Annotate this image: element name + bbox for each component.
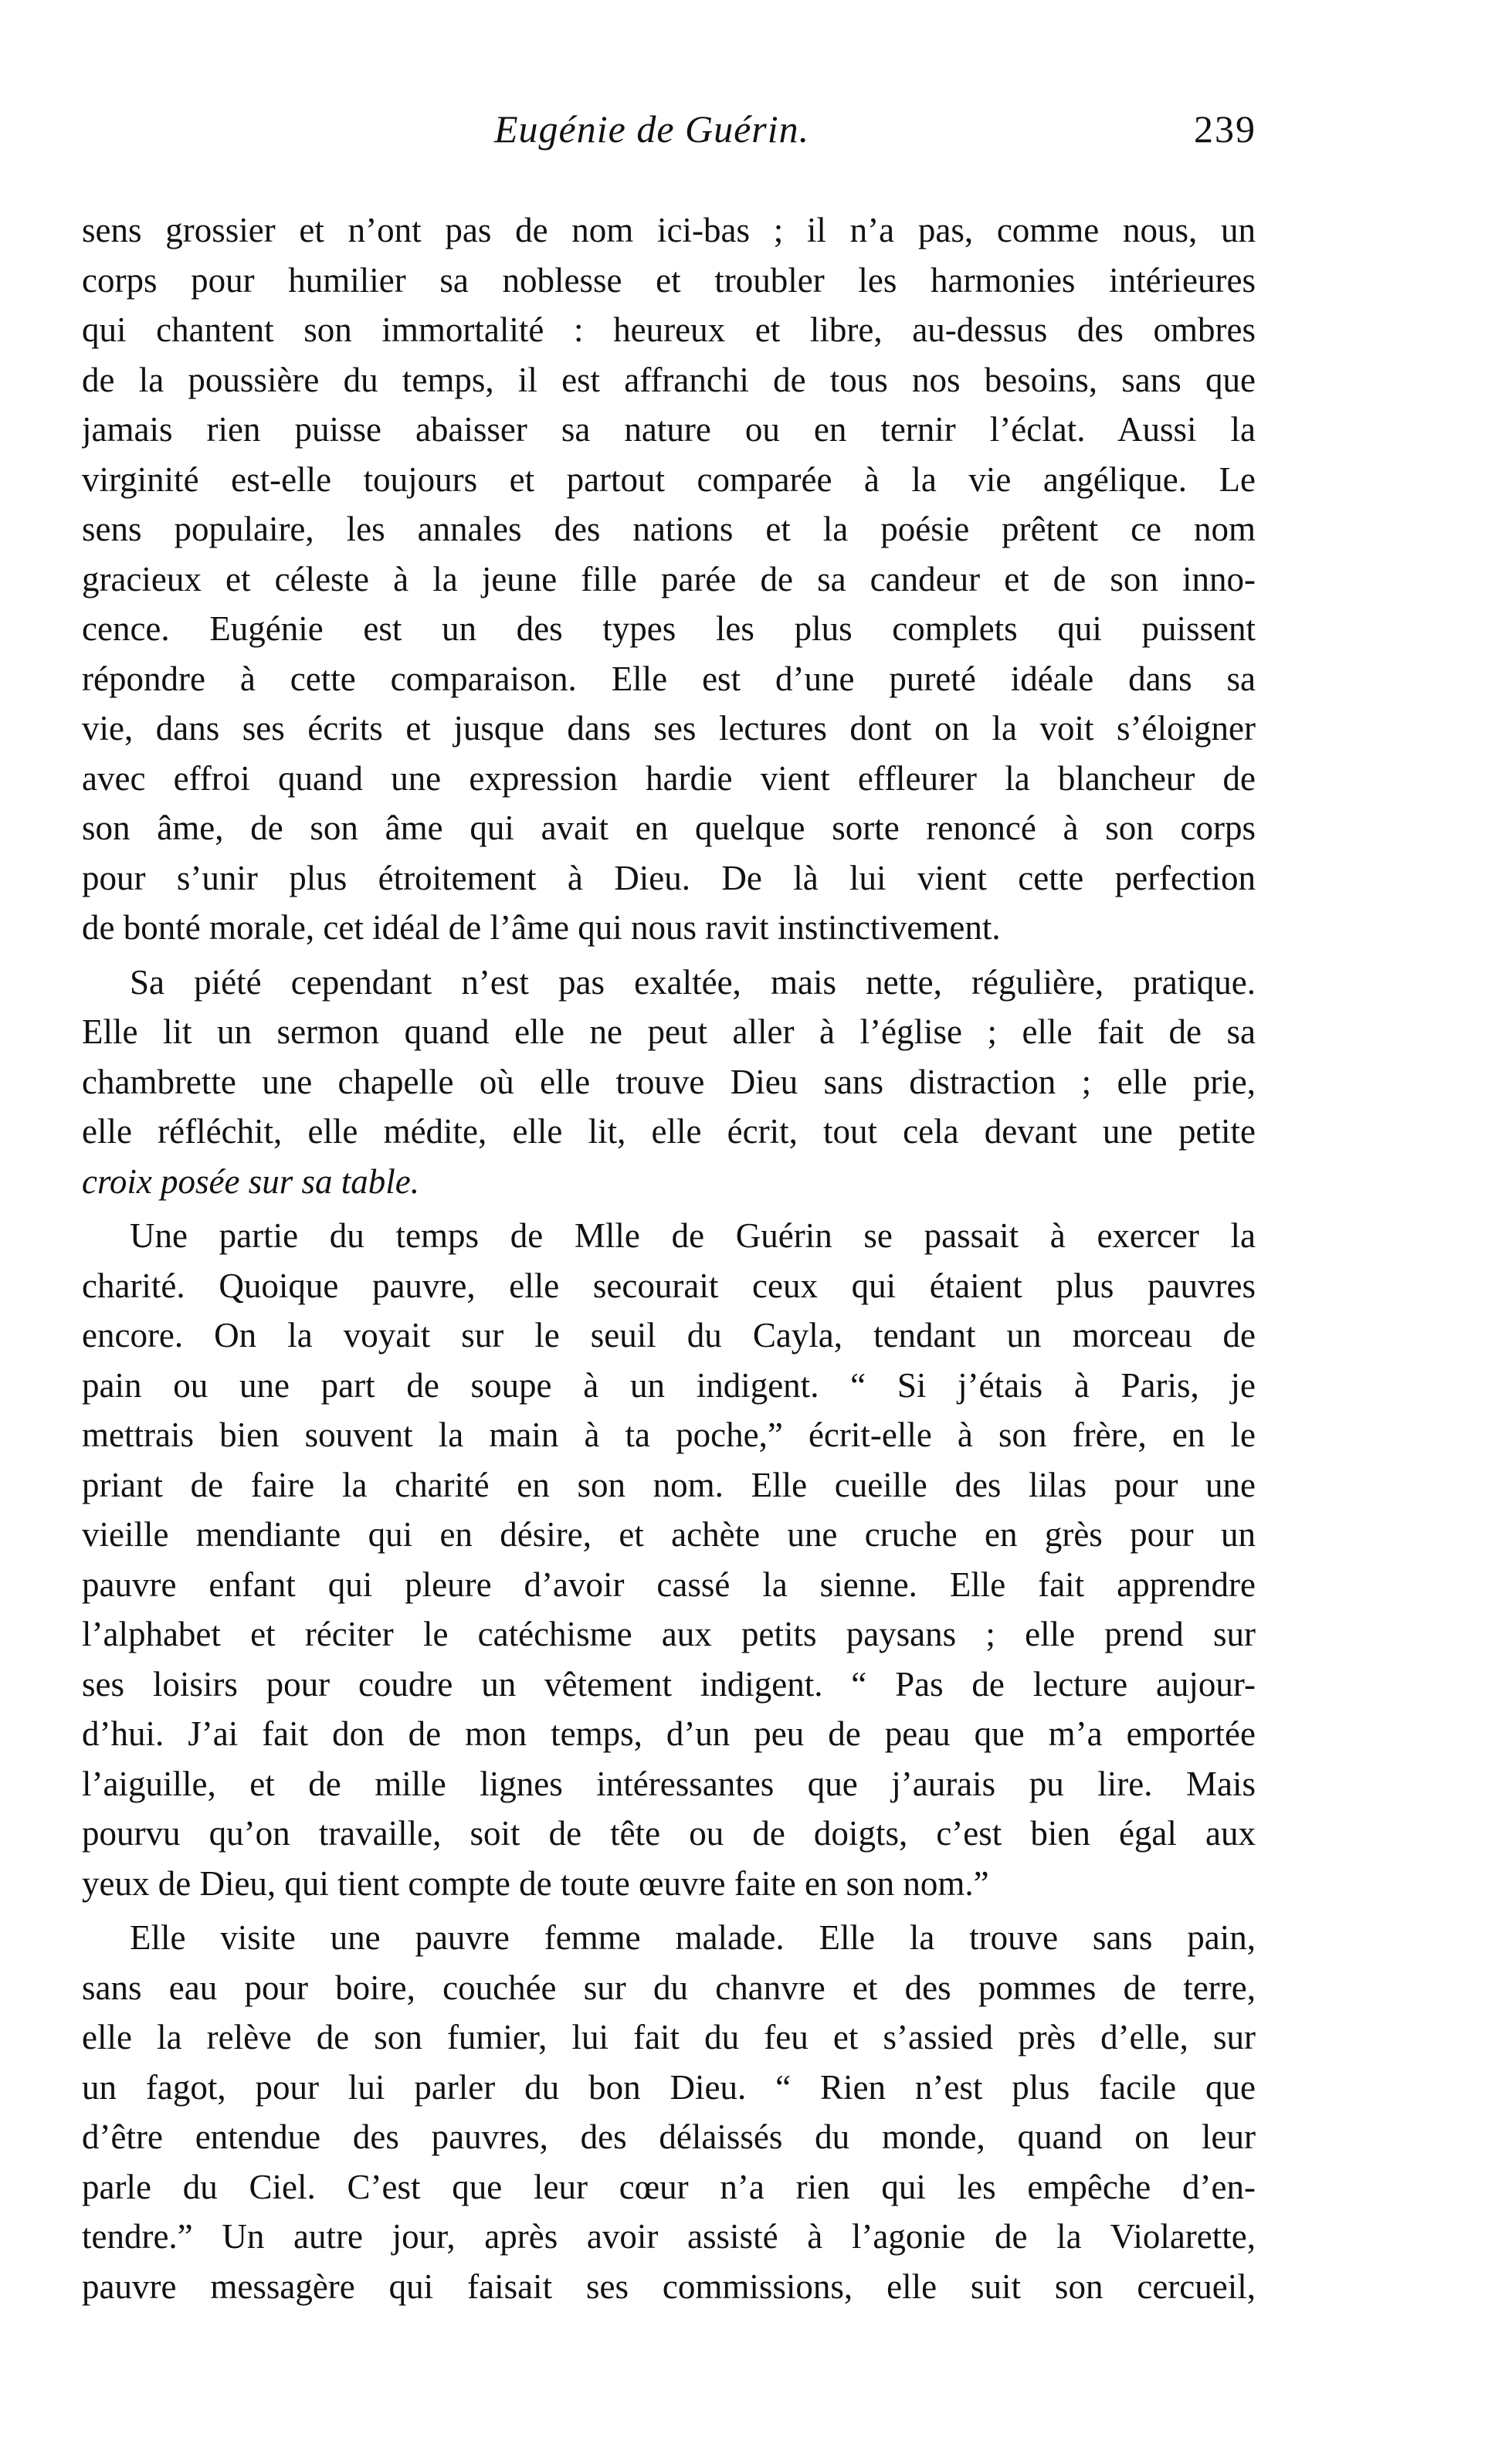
text-line: de bonté morale, cet idéal de l’âme qui nous ravit instinctivement.	[82, 908, 1001, 947]
text-line: sens grossier et n’ont pas de nom ici-bas ; il n’a pas, comme nous, un	[82, 211, 1256, 249]
text-line: pain ou une part de soupe à un indigent. “ Si j’étais à Paris, je	[82, 1365, 1256, 1405]
text-line: son âme, de son âme qui avait en quelque sorte renoncé à son corps	[82, 809, 1256, 847]
text-line: corps pour humilier sa noblesse et troubler les harmonies intérieures	[82, 260, 1256, 300]
text-line: vie, dans ses écrits et jusque dans ses lectures dont on la voit s’éloigner	[82, 709, 1256, 748]
text-line: ses loisirs pour coudre un vêtement indigent. “ Pas de lecture aujour-	[82, 1664, 1256, 1704]
text-line: avec effroi quand une expression hardie vient effleurer la blancheur de	[82, 758, 1256, 798]
text-line: jamais rien puisse abaisser sa nature ou en ternir l’éclat. Aussi la	[82, 410, 1256, 449]
paragraph-first-line: Sa piété cependant n’est pas exaltée, mais nette, régulière, pratique.	[130, 962, 1256, 1002]
text-line: mettrais bien souvent la main à ta poche,” écrit-elle à son frère, en le	[82, 1416, 1256, 1454]
text-line: pourvu qu’on travaille, soit de tête ou de doigts, c’est bien égal aux	[82, 1814, 1256, 1853]
text-line: elle réfléchit, elle médite, elle lit, elle écrit, tout cela devant une petite	[82, 1112, 1256, 1151]
text-line: encore. On la voyait sur le seuil du Cayla, tendant un morceau de	[82, 1316, 1256, 1355]
text-line: pauvre enfant qui pleure d’avoir cassé la sienne. Elle fait apprendre	[82, 1565, 1256, 1604]
text-line: yeux de Dieu, qui tient compte de toute œuvre faite en son nom.”	[82, 1863, 989, 1903]
text-line: vieille mendiante qui en désire, et achète une cruche en grès pour un	[82, 1515, 1256, 1554]
page-header	[0, 107, 1512, 168]
body-text	[82, 205, 1256, 2311]
text-line: l’aiguille, et de mille lignes intéressantes que j’aurais pu lire. Mais	[82, 1764, 1256, 1803]
text-line-italic: croix posée sur sa table.	[82, 1161, 420, 1201]
text-line: un fagot, pour lui parler du bon Dieu. “ Rien n’est plus facile que	[82, 2067, 1256, 2107]
text-line: l’alphabet et réciter le catéchisme aux petits paysans ; elle prend sur	[82, 1615, 1256, 1653]
text-line: parle du Ciel. C’est que leur cœur n’a rien qui les empêche d’en-	[82, 2167, 1256, 2206]
text-line: virginité est-elle toujours et partout comparée à la vie angélique. Le	[82, 459, 1256, 499]
text-line: d’hui. J’ai fait don de mon temps, d’un peu de peau que m’a emportée	[82, 1714, 1256, 1753]
text-line: charité. Quoique pauvre, elle secourait ceux qui étaient plus pauvres	[82, 1266, 1256, 1305]
text-line: de la poussière du temps, il est affranchi de tous nos besoins, sans que	[82, 360, 1256, 399]
text-line: gracieux et céleste à la jeune fille parée de sa candeur et de son inno-	[82, 559, 1256, 598]
text-line: pour s’unir plus étroitement à Dieu. De là lui vient cette perfection	[82, 858, 1256, 897]
running-title: Eugénie de Guérin.	[494, 107, 810, 151]
text-line: Elle lit un sermon quand elle ne peut aller à l’église ; elle fait de sa	[82, 1012, 1256, 1051]
paragraph-first-line: Une partie du temps de Mlle de Guérin se passait à exercer la	[130, 1216, 1256, 1255]
text-line: qui chantent son immortalité : heureux et libre, au-dessus des ombres	[82, 310, 1256, 349]
paragraph-first-line: Elle visite une pauvre femme malade. Elle la trouve sans pain,	[130, 1918, 1256, 1957]
text-line: sans eau pour boire, couchée sur du chanvre et des pommes de terre,	[82, 1968, 1256, 2007]
text-line: pauvre messagère qui faisait ses commissions, elle suit son cercueil,	[82, 2267, 1256, 2306]
text-line: tendre.” Un autre jour, après avoir assisté à l’agonie de la Violarette,	[82, 2217, 1256, 2256]
text-line: d’être entendue des pauvres, des délaissés du monde, quand on leur	[82, 2117, 1256, 2156]
text-line: cence. Eugénie est un des types les plus complets qui puissent	[82, 609, 1256, 648]
text-line: elle la relève de son fumier, lui fait du feu et s’assied près d’elle, sur	[82, 2018, 1256, 2056]
text-line: répondre à cette comparaison. Elle est d’une pureté idéale dans sa	[82, 659, 1256, 698]
text-line: priant de faire la charité en son nom. Elle cueille des lilas pour une	[82, 1465, 1256, 1504]
page-number: 239	[1194, 107, 1256, 151]
text-line-italic: chambrette une chapelle où elle trouve Dieu sans distraction ; elle prie,	[82, 1062, 1256, 1101]
text-line: sens populaire, les annales des nations et la poésie prêtent ce nom	[82, 510, 1256, 548]
